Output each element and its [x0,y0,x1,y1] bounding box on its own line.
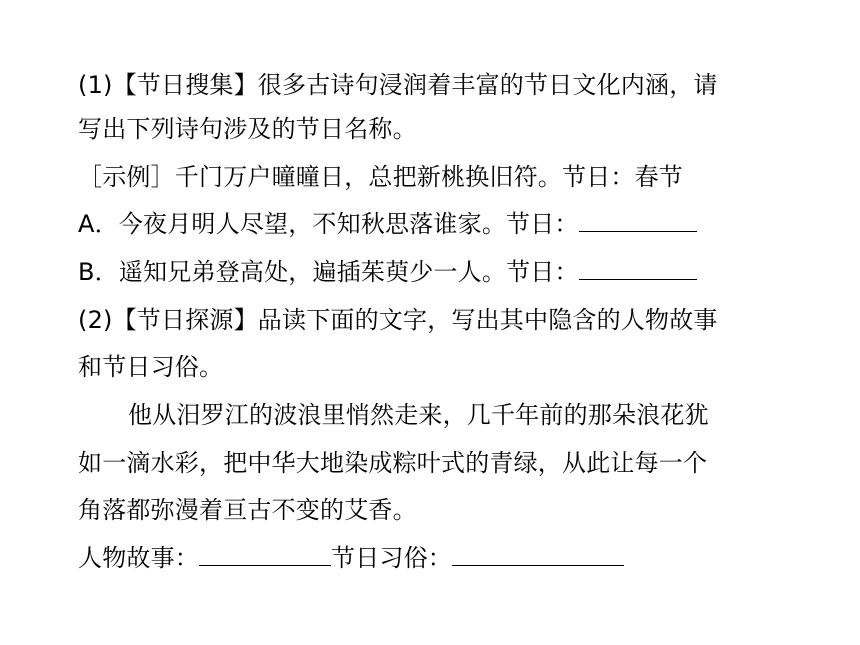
custom-label: 节日习俗： [331,544,452,572]
passage-line-1: 他从汨罗江的波浪里悄然走来，几千年前的那朵浪花犹 [128,401,709,429]
item-a-answer-blank[interactable] [579,209,697,232]
question1-line1: (1)【节日搜集】很多古诗句浸润着丰富的节日文化内涵，请 [78,71,718,99]
item-b [78,257,697,287]
passage-line-2: 如一滴水彩，把中华大地染成粽叶式的青绿，从此让每一个 [78,449,708,477]
question1-line2: 写出下列诗句涉及的节日名称。 [78,115,417,143]
item-b-answer-blank[interactable] [579,257,697,280]
example-line: ［示例］千门万户曈曈日，总把新桃换旧符。节日：春节 [78,163,683,191]
item-b-text: B．遥知兄弟登高处，遍插茱萸少一人。节日： [78,258,579,286]
story-answer-blank[interactable] [199,543,331,566]
item-a [78,209,697,239]
passage-line-3: 角落都弥漫着亘古不变的艾香。 [78,496,417,524]
question2-line2: 和节日习俗。 [78,353,224,381]
item-a-text: A．今夜月明人尽望，不知秋思落谁家。节日： [78,210,579,238]
custom-answer-blank[interactable] [452,543,624,566]
story-label: 人物故事： [78,544,199,572]
answer-line [78,543,624,573]
question2-line1: (2)【节日探源】品读下面的文字，写出其中隐含的人物故事 [78,306,718,334]
